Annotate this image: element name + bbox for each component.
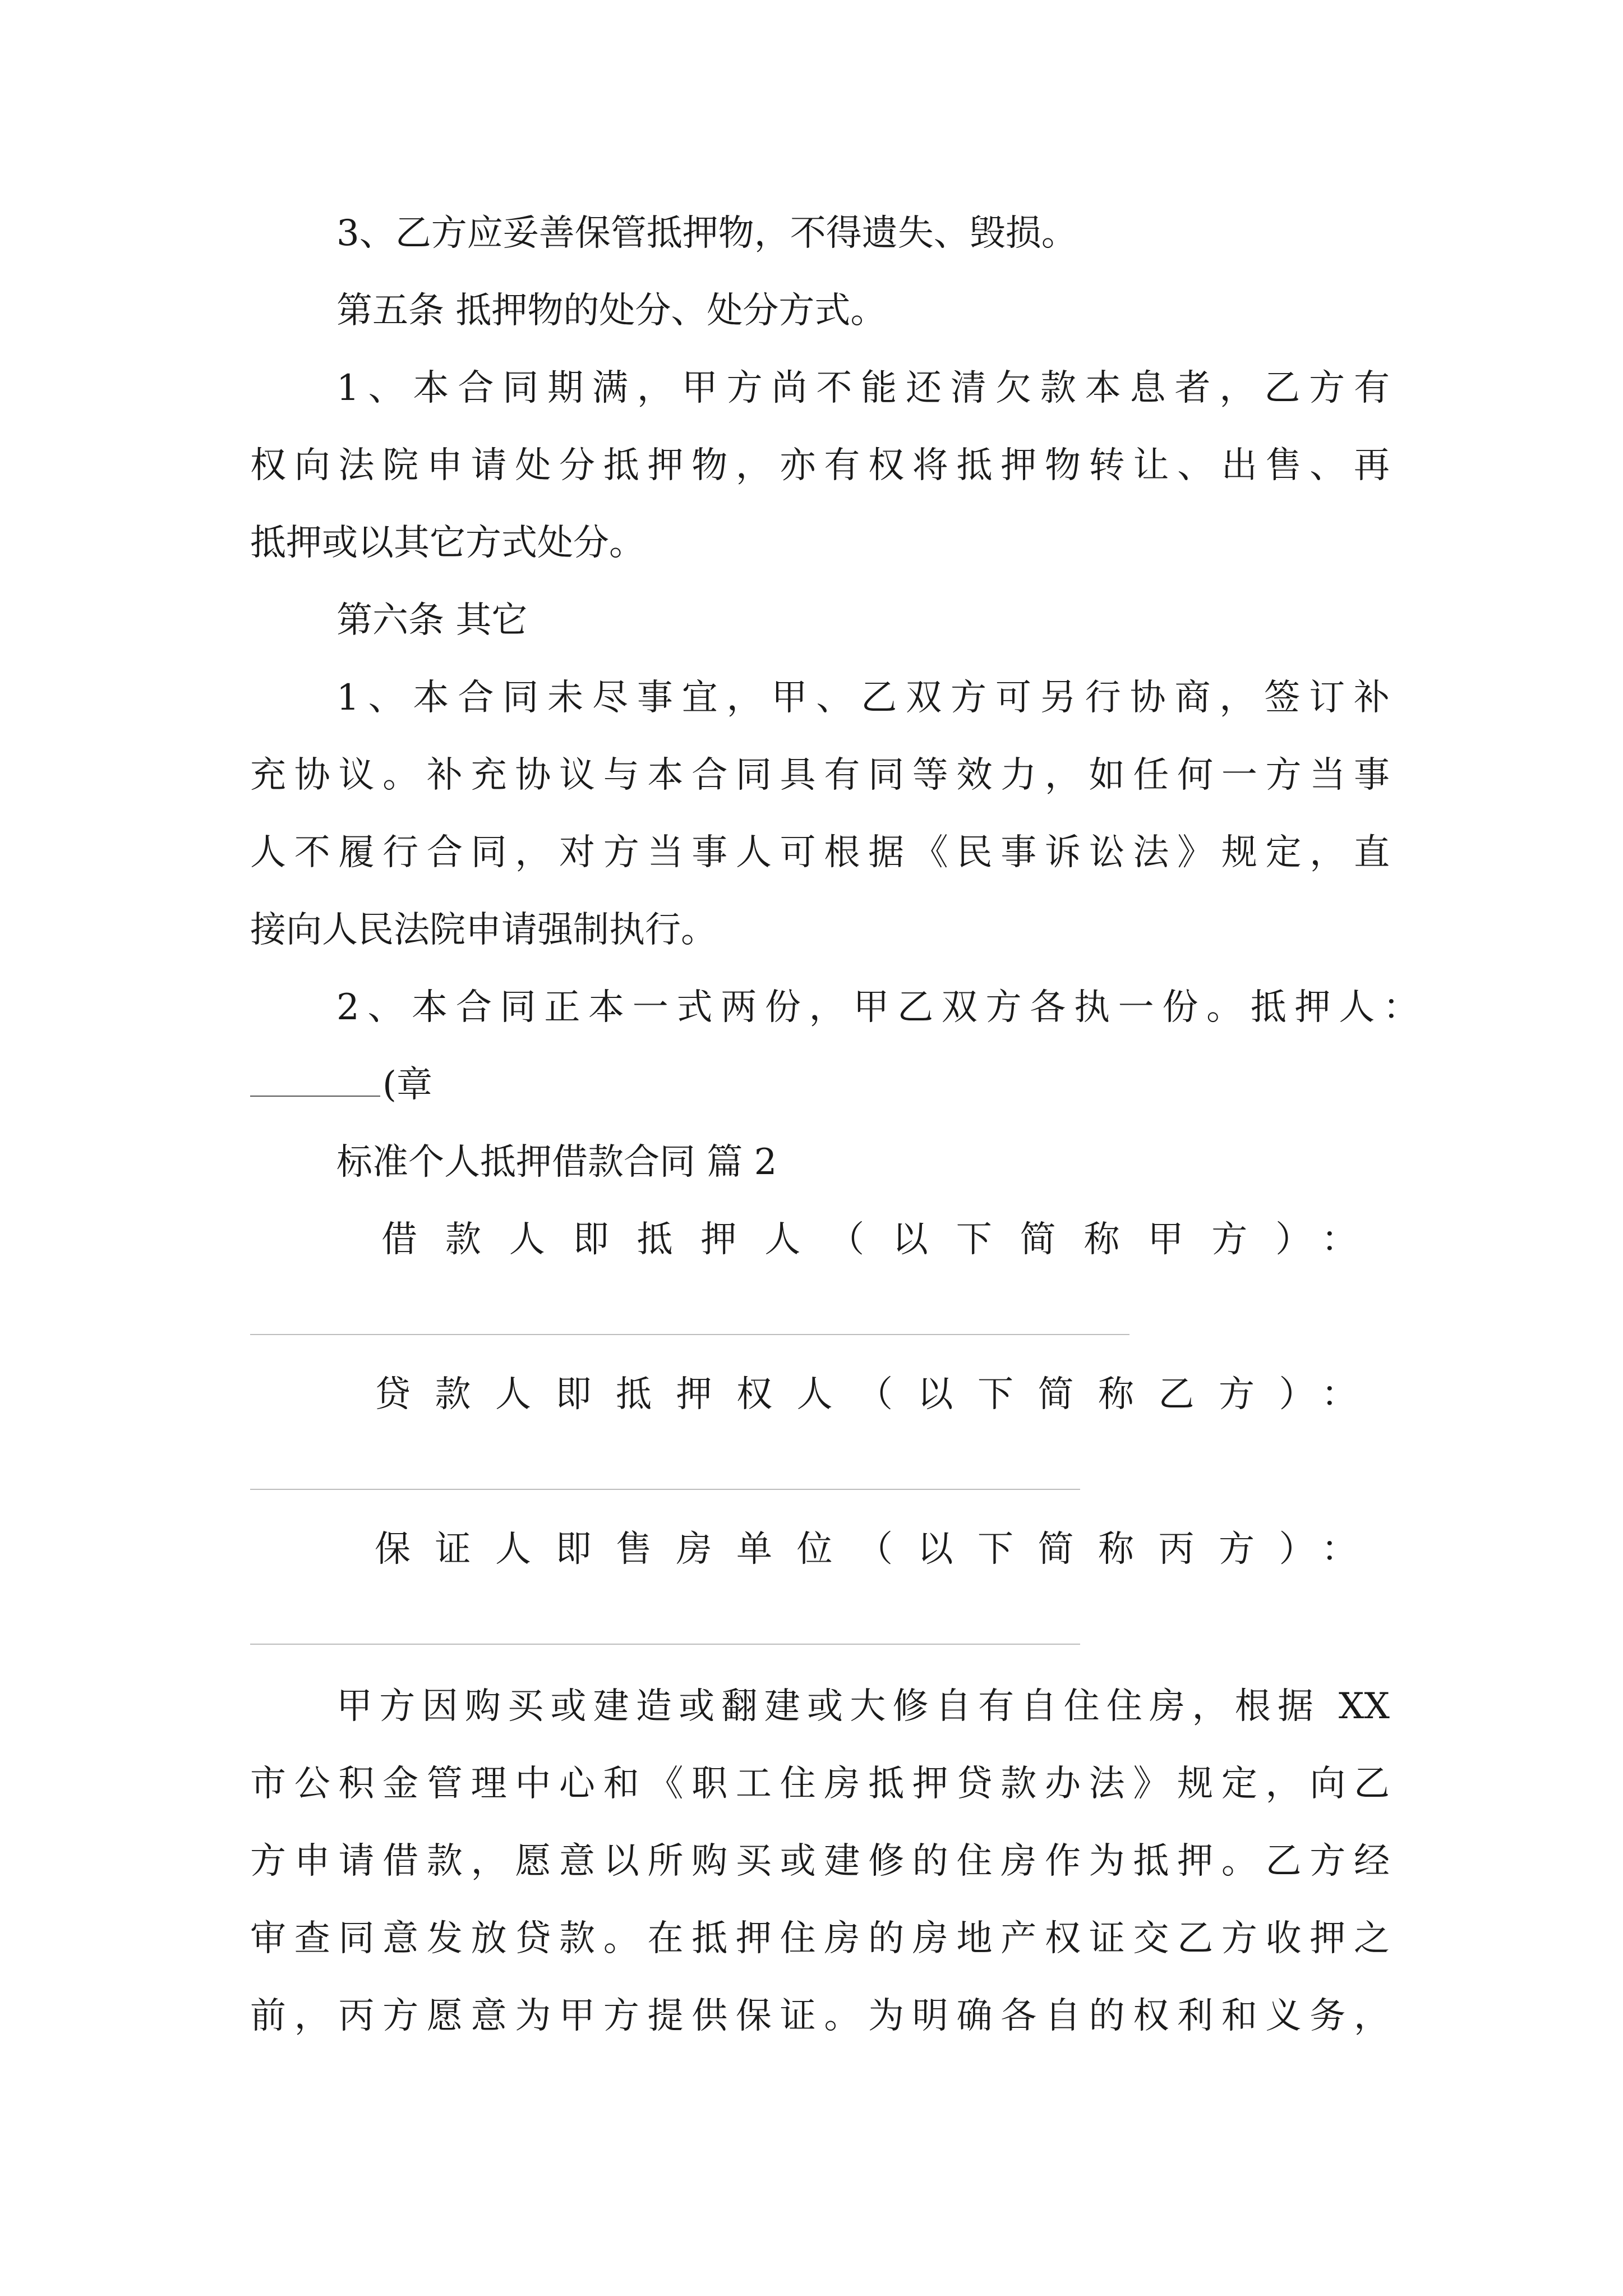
preamble-line-2: 市公积金管理中心和《职工住房抵押贷款办法》规定，向乙 <box>250 1763 1390 1805</box>
article-6-item-1-line-1: 1、本合同未尽事宜，甲、乙双方可另行协商，签订补 <box>336 677 1390 719</box>
preamble-line-1: 甲方因购买或建造或翻建或大修自有自住住房，根据 XX <box>336 1686 1390 1727</box>
clause-4-item-3: 3、乙方应妥善保管抵押物，不得遗失、毁损。 <box>336 213 1077 254</box>
party-c-blank-line <box>250 1644 1080 1645</box>
party-b-label: 贷款人即抵押权人（以下简称乙方）： <box>375 1374 1357 1415</box>
section-2-title: 标准个人抵押借款合同 篇 2 <box>336 1142 777 1183</box>
preamble-line-5: 前，丙方愿意为甲方提供保证。为明确各自的权利和义务， <box>250 1995 1390 2037</box>
preamble-line-4: 审查同意发放贷款。在抵押住房的房地产权证交乙方收押之 <box>250 1918 1390 1959</box>
party-c-label: 保证人即售房单位（以下简称丙方）： <box>375 1529 1357 1570</box>
article-6-item-1-line-2: 充协议。补充协议与本合同具有同等效力，如任何一方当事 <box>250 754 1390 796</box>
party-a-blank-line <box>250 1334 1129 1335</box>
party-b-blank-line <box>250 1489 1080 1490</box>
article-5-item-1-line-3: 抵押或以其它方式处分。 <box>250 522 645 564</box>
article-5-heading: 第五条 抵押物的处分、处分方式。 <box>336 290 887 332</box>
signature-line <box>250 1058 432 1112</box>
article-6-heading: 第六条 其它 <box>336 600 528 641</box>
preamble-line-3: 方申请借款，愿意以所购买或建修的住房作为抵押。乙方经 <box>250 1841 1390 1882</box>
article-5-item-1-line-2: 权向法院申请处分抵押物，亦有权将抵押物转让、出售、再 <box>250 445 1390 486</box>
article-6-item-2-line-1: 2、本合同正本一式两份，甲乙双方各执一份。抵押人： <box>336 987 1419 1028</box>
article-6-item-1-line-4: 接向人民法院申请强制执行。 <box>250 909 717 951</box>
party-a-label: 借款人即抵押人（以下简称甲方）： <box>381 1219 1357 1260</box>
article-6-item-1-line-3: 人不履行合同，对方当事人可根据《民事诉讼法》规定，直 <box>250 832 1390 873</box>
signature-blank <box>250 1062 380 1097</box>
article-5-item-1-line-1: 1、本合同期满，甲方尚不能还清欠款本息者，乙方有 <box>336 367 1390 409</box>
seal-label: (章 <box>382 1064 432 1106</box>
